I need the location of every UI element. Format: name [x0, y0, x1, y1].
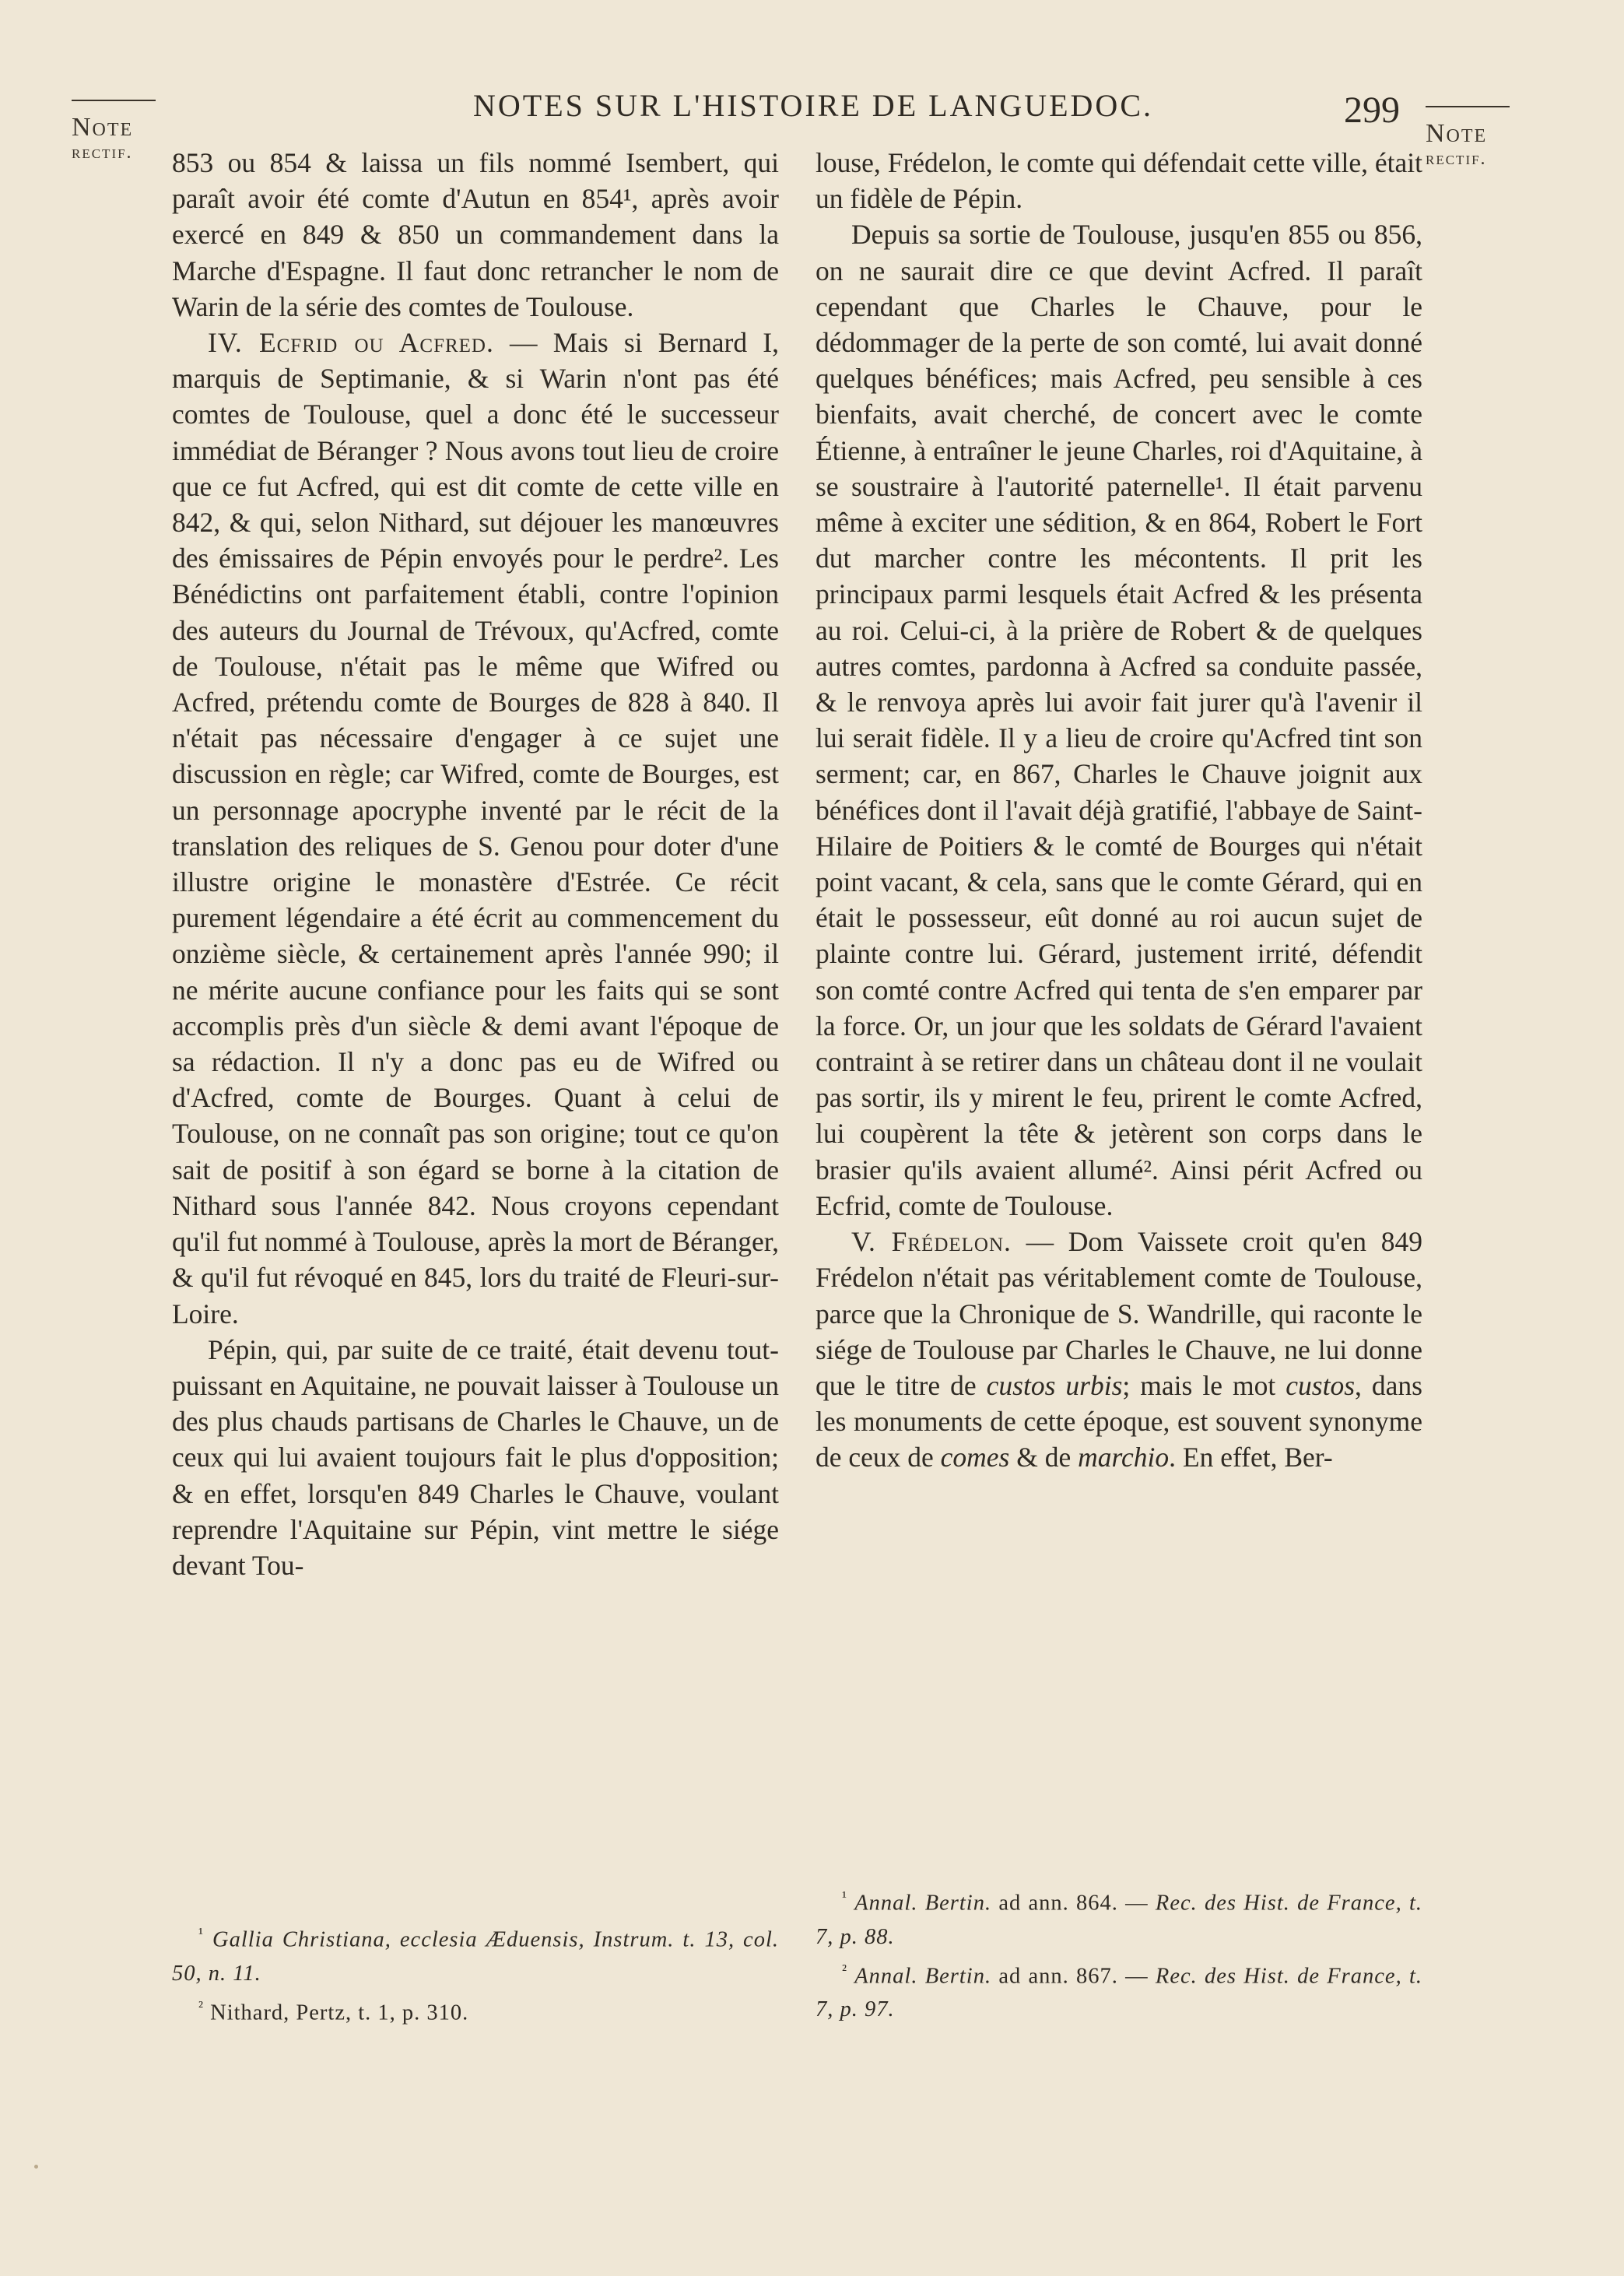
paragraph: louse, Frédelon, le comte qui défendait cette ville, était un fidèle de Pépin. — [816, 147, 1422, 215]
margin-note-left — [72, 100, 156, 164]
section-heading: IV. Ecfrid ou Acfred. — [208, 327, 494, 359]
latin-term: custos urbis — [986, 1369, 1123, 1401]
paragraph-text: ; mais le mot — [1122, 1369, 1286, 1401]
footnote-source: Annal. Bertin. — [854, 1891, 992, 1916]
paragraph-fredelon — [816, 1224, 1422, 1475]
paragraph-text: . En effet, Ber- — [1169, 1442, 1333, 1473]
left-column — [172, 145, 779, 1583]
left-footnotes — [172, 1917, 779, 2029]
footnote-mark: ² — [842, 1961, 847, 1979]
footnote-text: Gallia Christiana, ecclesia Æduensis, Instrum. t. 13, col. 50, n. 11. — [172, 1927, 780, 1986]
right-footnotes — [816, 1881, 1422, 2026]
margin-note-line1: Note — [72, 113, 134, 142]
running-title: NOTES SUR L'HISTOIRE DE LANGUEDOC. — [472, 88, 1153, 123]
paragraph-text: , dans les monuments de cette époque, est souvent synonyme de ceux de — [816, 1369, 1422, 1473]
footnote-source: Annal. Bertin. — [854, 1964, 992, 1988]
paragraph: Depuis sa sortie de Toulouse, jusqu'en 855 ou 856, on ne saurait dire ce que devint Acfred. Il paraît cependant que Charles le Chauve, pour le dédommager de la perte de son comté, lui avait donné quelques bénéfices; mais Acfred, peu sensible à ces bienfaits, avait cherché, de concert avec le comte Étienne, à entraîner le jeune Charles, roi d'Aquitaine, à se soustraire à l'autorité paternelle¹. Il était parvenu même à exciter une sédition, & en 864, Robert le Fort dut marcher contre les mécontents. Il prit les principaux parmi lesquels était Acfred & les présenta au roi. Celui-ci, à la prière de Robert & de quelques autres comtes, pardonna à Acfred sa conduite passée, & le renvoya après lui avoir fait jurer qu'à l'avenir il lui serait fidèle. Il y a lieu de croire qu'Acfred tint son serment; car, en 867, Charles le Chauve joignit aux bénéfices dont il l'avait déjà gratifié, l'abbaye de Saint-Hilaire de Poitiers & le comté de Bourges qui n'était point vacant, & cela, sans que le comte Gérard, qui en était le possesseur, eût donné au roi aucun sujet de plainte contre lui. Gérard, justement irrité, défendit son comté contre Acfred qui tenta de s'en emparer par la force. Or, un jour que les soldats de Gérard l'avaient contraint à se retirer dans un château dont il ne voulait pas sortir, ils y mirent le feu, prirent le comte Acfred, lui coupèrent la tête & jetèrent son corps dans le brasier qu'ils avaient allumé². Ainsi périt Acfred ou Ecfrid, comte de Toulouse. — [816, 219, 1422, 1221]
footnote-source: Rec. des Hist. de France, t. 7, p. 88. — [816, 1891, 1422, 1949]
section-heading: V. Frédelon. — [851, 1226, 1012, 1258]
margin-note-line2: rectif. — [1426, 149, 1487, 170]
footnote — [816, 1954, 1422, 2027]
margin-rule — [72, 100, 156, 101]
latin-term: comes — [940, 1442, 1010, 1473]
footnote — [172, 1917, 779, 1990]
paragraph-text: — Mais si Bernard I, marquis de Septimanie, & si Warin n'ont pas été comtes de Toulouse, quel a donc été le successeur immédiat de Béranger ? Nous avons tout lieu de croire que ce fut Acfred, qui est dit comte de cette ville en 842, & qui, selon Nithard, sut déjouer les manœuvres des émissaires de Pépin envoyés pour le perdre². Les Bénédictins ont parfaitement établi, contre l'opinion des auteurs du Journal de Trévoux, qu'Acfred, comte de Toulouse, n'était pas le même que Wifred ou Acfred, prétendu comte de Bourges de 828 à 840. Il n'était pas nécessaire d'engager à ce sujet une discussion en règle; car Wifred, comte de Bourges, est un personnage apocryphe inventé par le récit de la translation des reliques de S. Genou pour doter d'une illustre origine le monastère d'Estrée. Ce récit purement légendaire a été écrit au commencement du onzième siècle, & certainement après l'année 990; il ne mérite aucune confiance pour les faits qui se sont accomplis près d'un siècle & demi avant l'époque de sa rédaction. Il n'y a donc pas eu de Wifred ou d'Acfred, comte de Bourges. Quant à celui de Toulouse, on ne connaît pas son origine; tout ce qu'on sait de positif à son égard se borne à la citation de Nithard sous l'année 842. Nous croyons cependant qu'il fut nommé à Toulouse, après la mort de Béranger, & qu'il fut révoqué en 845, lors du traité de Fleuri-sur-Loire. — [172, 327, 779, 1329]
footnote — [816, 1881, 1422, 1954]
margin-rule — [1426, 106, 1510, 107]
paragraph-text: & de — [1009, 1442, 1079, 1473]
paragraph: Pépin, qui, par suite de ce traité, était devenu tout-puissant en Aquitaine, ne pouvait laisser à Toulouse un des plus chauds partisans de Charles le Chauve, un de ceux qui lui avaient toujours fait le plus d'opposition; & en effet, lorsqu'en 849 Charles le Chauve, voulant reprendre l'Aquitaine sur Pépin, vint mettre le siége devant Tou- — [172, 1333, 779, 1581]
footnote — [172, 1990, 779, 2030]
footnote-text: ad ann. 867. — — [991, 1964, 1156, 1988]
margin-note-line2: rectif. — [72, 142, 133, 163]
footnote-text: Nithard, Pertz, t. 1, p. 310. — [210, 2000, 469, 2025]
footnote-mark: ¹ — [198, 1925, 204, 1942]
footnote-mark: ² — [198, 1997, 204, 2015]
margin-note-right — [1426, 106, 1510, 170]
footnote-source: Rec. des Hist. de France, t. 7, p. 97. — [816, 1964, 1422, 2021]
margin-note-line1: Note — [1426, 119, 1488, 148]
page-number: 299 — [1344, 90, 1400, 131]
latin-term: custos — [1286, 1369, 1356, 1401]
paragraph-text: — Dom Vaissete croit qu'en 849 Frédelon n'était pas véritablement comte de Toulouse, parce que la Chronique de S. Wandrille, qui raconte le siége de Toulouse par Charles le Chauve, ne lui donne que le titre de — [816, 1226, 1422, 1401]
paper-speck — [34, 2165, 38, 2169]
latin-term: marchio — [1078, 1442, 1170, 1473]
paragraph-ecfrid — [172, 325, 779, 1332]
paragraph: 853 ou 854 & laissa un fils nommé Isembert, qui paraît avoir été comte d'Autun en 854¹, après avoir exercé en 849 & 850 un commandement dans la Marche d'Espagne. Il faut donc retrancher le nom de Warin de la série des comtes de Toulouse. — [172, 147, 779, 322]
footnote-text: ad ann. 864. — — [991, 1891, 1156, 1916]
right-column — [816, 145, 1422, 1476]
footnote-mark: ¹ — [842, 1888, 847, 1905]
